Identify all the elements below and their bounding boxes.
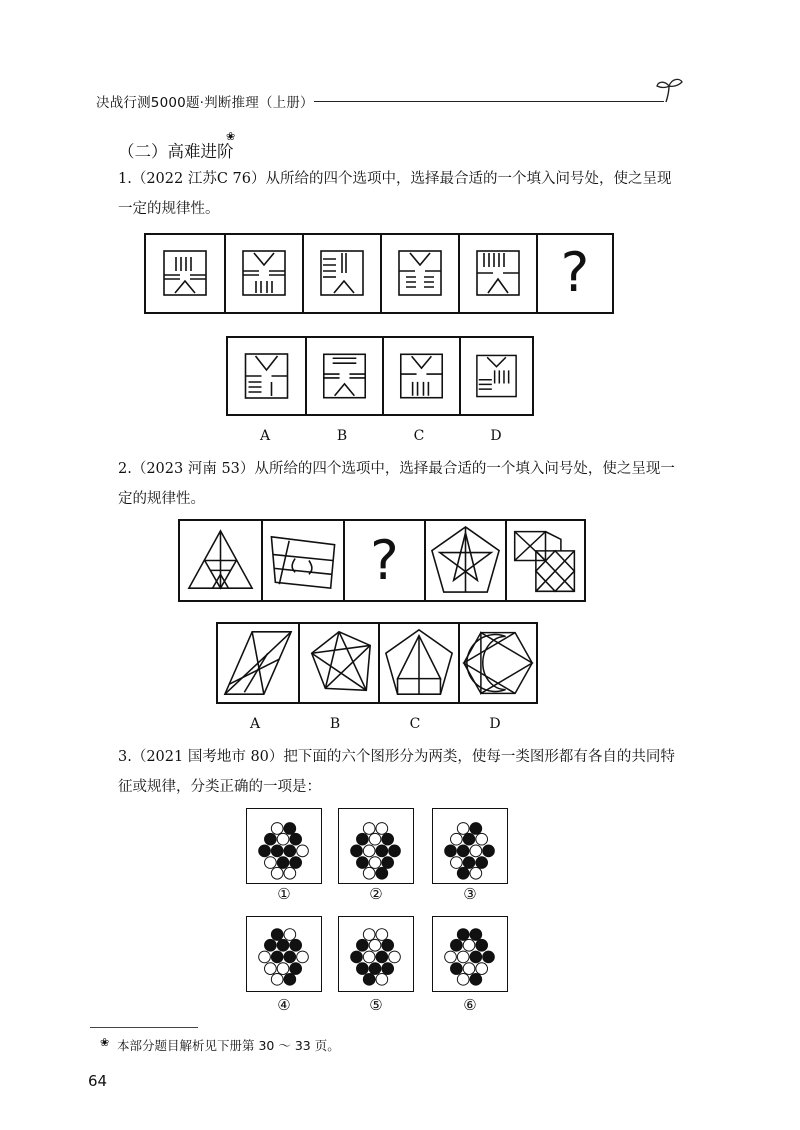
q1-sequence-strip [144,233,614,314]
q3-label-1: ① [277,885,291,903]
q3-label-4: ④ [277,996,291,1014]
q2-question-mark: ? [370,529,399,592]
q3-figure-3 [432,808,508,884]
q1-figure-4 [380,235,458,312]
q3-figure-6 [432,916,508,992]
running-header-title: 决战行测5000题·判断推理（上册） [96,95,314,111]
q3-label-5: ⑤ [369,996,383,1014]
question-1-text: 1.（2022 江苏C 76）从所给的四个选项中，选择最合适的一个填入问号处，使之呈现一定的规律性。 [118,171,672,217]
q1-option-b-figure[interactable] [305,338,382,414]
q2-option-b-figure[interactable] [298,624,378,702]
q1-figure-1 [146,235,224,312]
q3-label-3: ③ [463,885,477,903]
q2-question-cell [343,521,424,600]
q3-label-2: ② [369,885,383,903]
q2-option-b-label: B [329,716,341,732]
q2-option-d-label: D [489,716,501,732]
q3-figure-5 [338,916,414,992]
q1-option-c-label: C [413,428,425,444]
question-3-text: 3.（2021 国考地市 80）把下面的六个图形分为两类，使每一类图形都有各自的共同特征或规律，分类正确的一项是： [118,749,675,795]
section-title: （二）高难进阶 [118,142,234,161]
footnote-rule [90,1027,198,1028]
footnote-text: 本部分题目解析见下册第 30 ～ 33 页。 [117,1038,340,1053]
q1-option-d-label: D [490,428,502,444]
question-2-text: 2.（2023 河南 53）从所给的四个选项中，选择最合适的一个填入问号处，使之呈现一定的规律性。 [118,461,675,507]
q2-options-strip [216,622,538,704]
q1-question-mark: ? [560,241,590,304]
q1-question-cell [536,235,612,312]
footnote-mark: ❀ [100,1036,110,1049]
q2-figure-4 [424,521,505,600]
q2-figure-1 [180,521,261,600]
q1-option-b-label: B [336,428,348,444]
q1-figure-5 [458,235,536,312]
section-footnote-mark: ❀ [226,130,236,143]
q1-option-d-figure[interactable] [459,338,532,414]
q1-option-a-figure[interactable] [228,338,305,414]
q3-figure-2 [338,808,414,884]
header-rule [314,101,664,102]
page-number: 64 [88,1072,108,1090]
q1-option-c-figure[interactable] [382,338,459,414]
q1-options-strip [226,336,534,416]
q2-option-a-label: A [249,716,261,732]
q1-figure-3 [302,235,380,312]
q2-option-c-label: C [409,716,421,732]
q2-option-d-figure[interactable] [458,624,536,702]
q2-option-a-figure[interactable] [218,624,298,702]
q2-sequence-strip [178,519,586,602]
q1-figure-2 [224,235,302,312]
q2-figure-2 [261,521,343,600]
q3-figure-4 [246,916,322,992]
q2-figure-5 [505,521,584,600]
sprout-icon [652,72,688,108]
q3-label-6: ⑥ [463,996,477,1014]
q1-option-a-label: A [259,428,271,444]
q3-figure-1 [246,808,322,884]
q2-option-c-figure[interactable] [378,624,458,702]
